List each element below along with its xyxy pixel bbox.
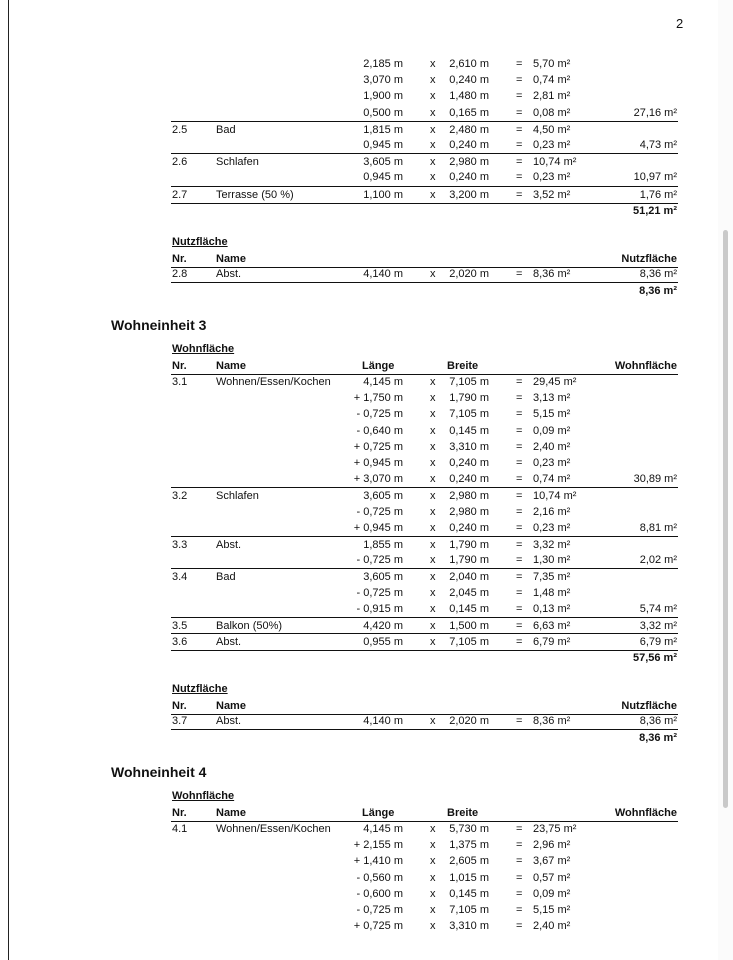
cell-x: x [430, 521, 436, 534]
cell-wid: 7,105 m [449, 904, 489, 916]
cell-len: - 0,600 m [356, 887, 403, 900]
cell-nr: 2.7 [172, 188, 188, 201]
cell-x: x [430, 90, 436, 103]
table-row [171, 821, 678, 837]
cell-wid: 0,240 m [449, 171, 489, 184]
table-row [171, 169, 678, 185]
cell-len: + 0,725 m [353, 440, 403, 453]
cell-area: 5,15 m² [533, 904, 571, 916]
cell-name: Bad [216, 571, 236, 584]
cell-wid: 0,240 m [449, 473, 489, 486]
table-row [171, 853, 678, 869]
cell-area: 2,81 m² [533, 90, 571, 103]
cell-eq: = [516, 473, 523, 486]
cell-wid: 1,500 m [449, 620, 489, 632]
cell-x: x [430, 392, 436, 405]
table-row [171, 585, 678, 601]
cell-x: x [430, 171, 436, 184]
cell-len: 1,100 m [363, 188, 403, 201]
cell-len: 3,070 m [363, 74, 403, 87]
cell-len: 0,945 m [363, 139, 403, 151]
table-row [171, 471, 678, 487]
cell-x: x [430, 539, 436, 551]
table-row [171, 870, 678, 886]
cell-total: 27,16 m² [633, 106, 677, 119]
cell-name: Balkon (50%) [216, 620, 283, 632]
cell-len: + 0,725 m [353, 920, 403, 933]
cell-nr: 3.4 [172, 571, 188, 584]
cell-nr: 2.6 [172, 156, 188, 169]
cell-len: - 0,560 m [356, 871, 403, 884]
table-row [171, 423, 678, 439]
cell-wid: 2,020 m [449, 715, 489, 727]
cell-eq: = [516, 139, 523, 151]
cell-len: 4,140 m [363, 715, 403, 727]
cell-eq: = [516, 188, 523, 201]
unit4-header: Nr. Name Länge Breite Wohnfläche [171, 805, 678, 822]
cell-len: 1,900 m [363, 90, 403, 103]
table-row [171, 617, 678, 634]
cell-x: x [430, 268, 436, 280]
cell-x: x [430, 715, 436, 727]
cell-x: x [430, 636, 436, 649]
cell-total: 2,02 m² [639, 554, 677, 567]
cell-eq: = [516, 457, 523, 469]
table-row [171, 552, 678, 568]
cell-len: + 0,945 m [353, 457, 403, 469]
cell-area: 3,52 m² [533, 188, 571, 201]
unit3-wohnflaeche-sum: 57,56 m² [632, 652, 677, 664]
cell-nr: 2.8 [172, 268, 188, 280]
cell-area: 0,09 m² [533, 887, 571, 900]
unit3-nutzflaeche-label: Nutzfläche [172, 683, 228, 695]
cell-eq: = [516, 505, 523, 518]
cell-eq: = [516, 920, 523, 933]
cell-len: + 1,750 m [353, 392, 403, 405]
cell-eq: = [516, 715, 523, 727]
cell-len: + 3,070 m [353, 473, 403, 486]
cell-wid: 3,310 m [449, 920, 489, 933]
cell-name: Schlafen [216, 490, 259, 503]
cell-len: 0,500 m [363, 106, 403, 119]
cell-x: x [430, 106, 436, 119]
cell-len: - 0,725 m [356, 554, 403, 567]
cell-area: 2,40 m² [533, 920, 571, 933]
cell-eq: = [516, 571, 523, 584]
cell-x: x [430, 139, 436, 151]
cell-len: 1,815 m [363, 123, 403, 136]
unit2-nutzflaeche-sum: 8,36 m² [639, 285, 677, 297]
cell-x: x [430, 620, 436, 632]
cell-x: x [430, 188, 436, 201]
cell-nr: 2.5 [172, 123, 188, 136]
unit4-title: Wohneinheit 4 [111, 764, 207, 780]
unit2-nutzflaeche-label: Nutzfläche [172, 236, 228, 248]
cell-len: - 0,640 m [356, 424, 403, 437]
cell-len: + 2,155 m [353, 839, 403, 852]
table-row [171, 918, 678, 934]
cell-eq: = [516, 839, 523, 852]
cell-wid: 0,240 m [449, 521, 489, 534]
table-row [171, 568, 678, 585]
cell-x: x [430, 424, 436, 437]
table-row [171, 504, 678, 520]
cell-len: - 0,725 m [356, 904, 403, 916]
cell-x: x [430, 823, 436, 835]
table-row [171, 105, 678, 121]
cell-eq: = [516, 440, 523, 453]
cell-eq: = [516, 871, 523, 884]
cell-len: 0,945 m [363, 171, 403, 184]
cell-wid: 3,200 m [449, 188, 489, 201]
cell-x: x [430, 408, 436, 421]
table-row [171, 601, 678, 617]
cell-area: 3,13 m² [533, 392, 571, 405]
cell-eq: = [516, 823, 523, 835]
cell-wid: 2,020 m [449, 268, 489, 280]
cell-len: - 0,725 m [356, 408, 403, 421]
cell-x: x [430, 457, 436, 469]
table-row [171, 837, 678, 853]
cell-name: Abst. [216, 268, 242, 280]
cell-area: 1,48 m² [533, 586, 571, 599]
table-row [171, 121, 678, 138]
cell-wid: 0,240 m [449, 74, 489, 87]
cell-wid: 2,980 m [449, 156, 489, 169]
cell-name: Wohnen/Essen/Kochen [216, 376, 331, 388]
unit2-wohnflaeche-sum: 51,21 m² [632, 205, 677, 217]
table-row [171, 633, 678, 651]
cell-x: x [430, 554, 436, 567]
cell-x: x [430, 58, 436, 70]
cell-x: x [430, 571, 436, 584]
cell-wid: 0,165 m [449, 106, 489, 119]
cell-len: + 1,410 m [353, 855, 403, 868]
table-row [171, 88, 678, 104]
cell-area: 5,70 m² [533, 58, 571, 70]
cell-eq: = [516, 904, 523, 916]
cell-area: 2,16 m² [533, 505, 571, 518]
cell-x: x [430, 505, 436, 518]
cell-len: 4,145 m [363, 823, 403, 835]
cell-x: x [430, 123, 436, 136]
cell-wid: 1,790 m [449, 539, 489, 551]
cell-area: 0,09 m² [533, 424, 571, 437]
cell-total: 10,97 m² [633, 171, 677, 184]
cell-x: x [430, 473, 436, 486]
cell-eq: = [516, 268, 523, 280]
cell-len: 2,185 m [363, 58, 403, 70]
cell-eq: = [516, 636, 523, 649]
page-edge [8, 0, 9, 960]
page-number: 2 [676, 16, 684, 31]
cell-wid: 5,730 m [449, 823, 489, 835]
table-row [171, 520, 678, 536]
cell-x: x [430, 920, 436, 933]
cell-total: 8,81 m² [639, 521, 677, 534]
cell-len: - 0,915 m [356, 602, 403, 615]
table-row [171, 56, 678, 72]
table-row [171, 886, 678, 902]
cell-wid: 0,240 m [449, 457, 489, 469]
cell-area: 0,08 m² [533, 106, 571, 119]
cell-name: Abst. [216, 636, 242, 649]
cell-len: 1,855 m [363, 539, 403, 551]
cell-eq: = [516, 408, 523, 421]
cell-name: Bad [216, 123, 236, 136]
cell-area: 0,13 m² [533, 602, 571, 615]
cell-len: + 0,945 m [353, 521, 403, 534]
cell-x: x [430, 156, 436, 169]
cell-eq: = [516, 620, 523, 632]
table-row [171, 455, 678, 471]
cell-nr: 3.6 [172, 636, 188, 649]
cell-total: 5,74 m² [639, 602, 677, 615]
table-row [171, 266, 678, 283]
table-row [171, 72, 678, 88]
cell-x: x [430, 376, 436, 388]
cell-wid: 1,790 m [449, 392, 489, 405]
cell-x: x [430, 74, 436, 87]
cell-area: 0,74 m² [533, 74, 571, 87]
cell-x: x [430, 586, 436, 599]
table-row [171, 390, 678, 406]
cell-area: 6,79 m² [533, 636, 571, 649]
cell-name: Abst. [216, 539, 242, 551]
cell-wid: 0,145 m [449, 887, 489, 900]
cell-x: x [430, 490, 436, 503]
cell-wid: 0,145 m [449, 424, 489, 437]
cell-total: 30,89 m² [633, 473, 677, 486]
cell-area: 6,63 m² [533, 620, 571, 632]
cell-x: x [430, 871, 436, 884]
cell-wid: 2,040 m [449, 571, 489, 584]
cell-wid: 7,105 m [449, 636, 489, 649]
cell-area: 2,96 m² [533, 839, 571, 852]
cell-wid: 1,375 m [449, 839, 489, 852]
cell-wid: 2,480 m [449, 123, 489, 136]
cell-len: 4,420 m [363, 620, 403, 632]
cell-area: 7,35 m² [533, 571, 571, 584]
cell-area: 29,45 m² [533, 376, 577, 388]
cell-wid: 7,105 m [449, 376, 489, 388]
cell-area: 4,50 m² [533, 123, 571, 136]
cell-wid: 0,240 m [449, 139, 489, 151]
cell-area: 1,30 m² [533, 554, 571, 567]
cell-name: Schlafen [216, 156, 259, 169]
table-row [171, 153, 678, 170]
cell-area: 8,36 m² [533, 715, 571, 727]
cell-eq: = [516, 424, 523, 437]
cell-eq: = [516, 602, 523, 615]
cell-area: 10,74 m² [533, 490, 577, 503]
cell-area: 0,23 m² [533, 171, 571, 184]
cell-x: x [430, 602, 436, 615]
cell-wid: 2,045 m [449, 586, 489, 599]
cell-len: 4,140 m [363, 268, 403, 280]
cell-wid: 0,145 m [449, 602, 489, 615]
cell-wid: 2,980 m [449, 505, 489, 518]
cell-nr: 3.7 [172, 715, 188, 727]
cell-len: 4,145 m [363, 376, 403, 388]
cell-eq: = [516, 521, 523, 534]
cell-area: 23,75 m² [533, 823, 577, 835]
cell-wid: 1,790 m [449, 554, 489, 567]
cell-nr: 3.3 [172, 539, 188, 551]
table-row [171, 487, 678, 504]
unit3-wohnflaeche-label: Wohnfläche [172, 343, 235, 355]
cell-total: 1,76 m² [639, 188, 677, 201]
table-row [171, 186, 678, 204]
table-row [171, 137, 678, 153]
cell-len: - 0,725 m [356, 505, 403, 518]
cell-eq: = [516, 376, 523, 388]
cell-area: 3,32 m² [533, 539, 571, 551]
cell-total: 8,36 m² [639, 268, 677, 280]
cell-eq: = [516, 490, 523, 503]
cell-area: 0,57 m² [533, 871, 571, 884]
cell-area: 0,23 m² [533, 139, 571, 151]
cell-eq: = [516, 123, 523, 136]
cell-len: 3,605 m [363, 490, 403, 503]
cell-eq: = [516, 74, 523, 87]
cell-area: 5,15 m² [533, 408, 571, 421]
cell-eq: = [516, 106, 523, 119]
cell-eq: = [516, 392, 523, 405]
cell-total: 3,32 m² [639, 620, 677, 632]
cell-area: 2,40 m² [533, 440, 571, 453]
unit3-header: Nr. Name Länge Breite Wohnfläche [171, 358, 678, 375]
cell-eq: = [516, 855, 523, 868]
unit4-wohnflaeche-label: Wohnfläche [172, 790, 235, 802]
cell-x: x [430, 855, 436, 868]
cell-x: x [430, 904, 436, 916]
cell-len: 0,955 m [363, 636, 403, 649]
cell-nr: 3.1 [172, 376, 188, 388]
unit3-nutz-header: Nr. Name Nutzfläche [171, 698, 678, 715]
cell-name: Terrasse (50 %) [216, 188, 294, 201]
unit2-nutz-header: Nr. Name Nutzfläche [171, 251, 678, 268]
unit3-nutzflaeche-sum: 8,36 m² [639, 732, 677, 744]
cell-wid: 7,105 m [449, 408, 489, 421]
table-row [171, 439, 678, 455]
cell-name: Abst. [216, 715, 242, 727]
cell-total: 6,79 m² [639, 636, 677, 649]
table-row [171, 406, 678, 422]
cell-eq: = [516, 554, 523, 567]
table-row [171, 713, 678, 730]
cell-area: 10,74 m² [533, 156, 577, 169]
cell-area: 3,67 m² [533, 855, 571, 868]
cell-nr: 3.5 [172, 620, 188, 632]
cell-eq: = [516, 887, 523, 900]
cell-eq: = [516, 171, 523, 184]
scrollbar-thumb[interactable] [723, 230, 728, 808]
cell-total: 8,36 m² [639, 715, 677, 727]
table-row [171, 902, 678, 918]
cell-wid: 1,480 m [449, 90, 489, 103]
cell-wid: 2,610 m [449, 58, 489, 70]
cell-eq: = [516, 539, 523, 551]
cell-area: 0,23 m² [533, 521, 571, 534]
cell-wid: 2,980 m [449, 490, 489, 503]
cell-x: x [430, 839, 436, 852]
cell-eq: = [516, 90, 523, 103]
cell-nr: 4.1 [172, 823, 188, 835]
cell-eq: = [516, 156, 523, 169]
cell-total: 4,73 m² [639, 139, 677, 151]
cell-area: 0,23 m² [533, 457, 571, 469]
unit3-title: Wohneinheit 3 [111, 317, 207, 333]
cell-nr: 3.2 [172, 490, 188, 503]
cell-area: 0,74 m² [533, 473, 571, 486]
table-row [171, 374, 678, 390]
cell-eq: = [516, 58, 523, 70]
cell-wid: 3,310 m [449, 440, 489, 453]
cell-wid: 2,605 m [449, 855, 489, 868]
cell-name: Wohnen/Essen/Kochen [216, 823, 331, 835]
cell-area: 8,36 m² [533, 268, 571, 280]
cell-len: 3,605 m [363, 571, 403, 584]
cell-wid: 1,015 m [449, 871, 489, 884]
cell-len: - 0,725 m [356, 586, 403, 599]
cell-x: x [430, 887, 436, 900]
cell-eq: = [516, 586, 523, 599]
cell-x: x [430, 440, 436, 453]
table-row [171, 536, 678, 553]
cell-len: 3,605 m [363, 156, 403, 169]
